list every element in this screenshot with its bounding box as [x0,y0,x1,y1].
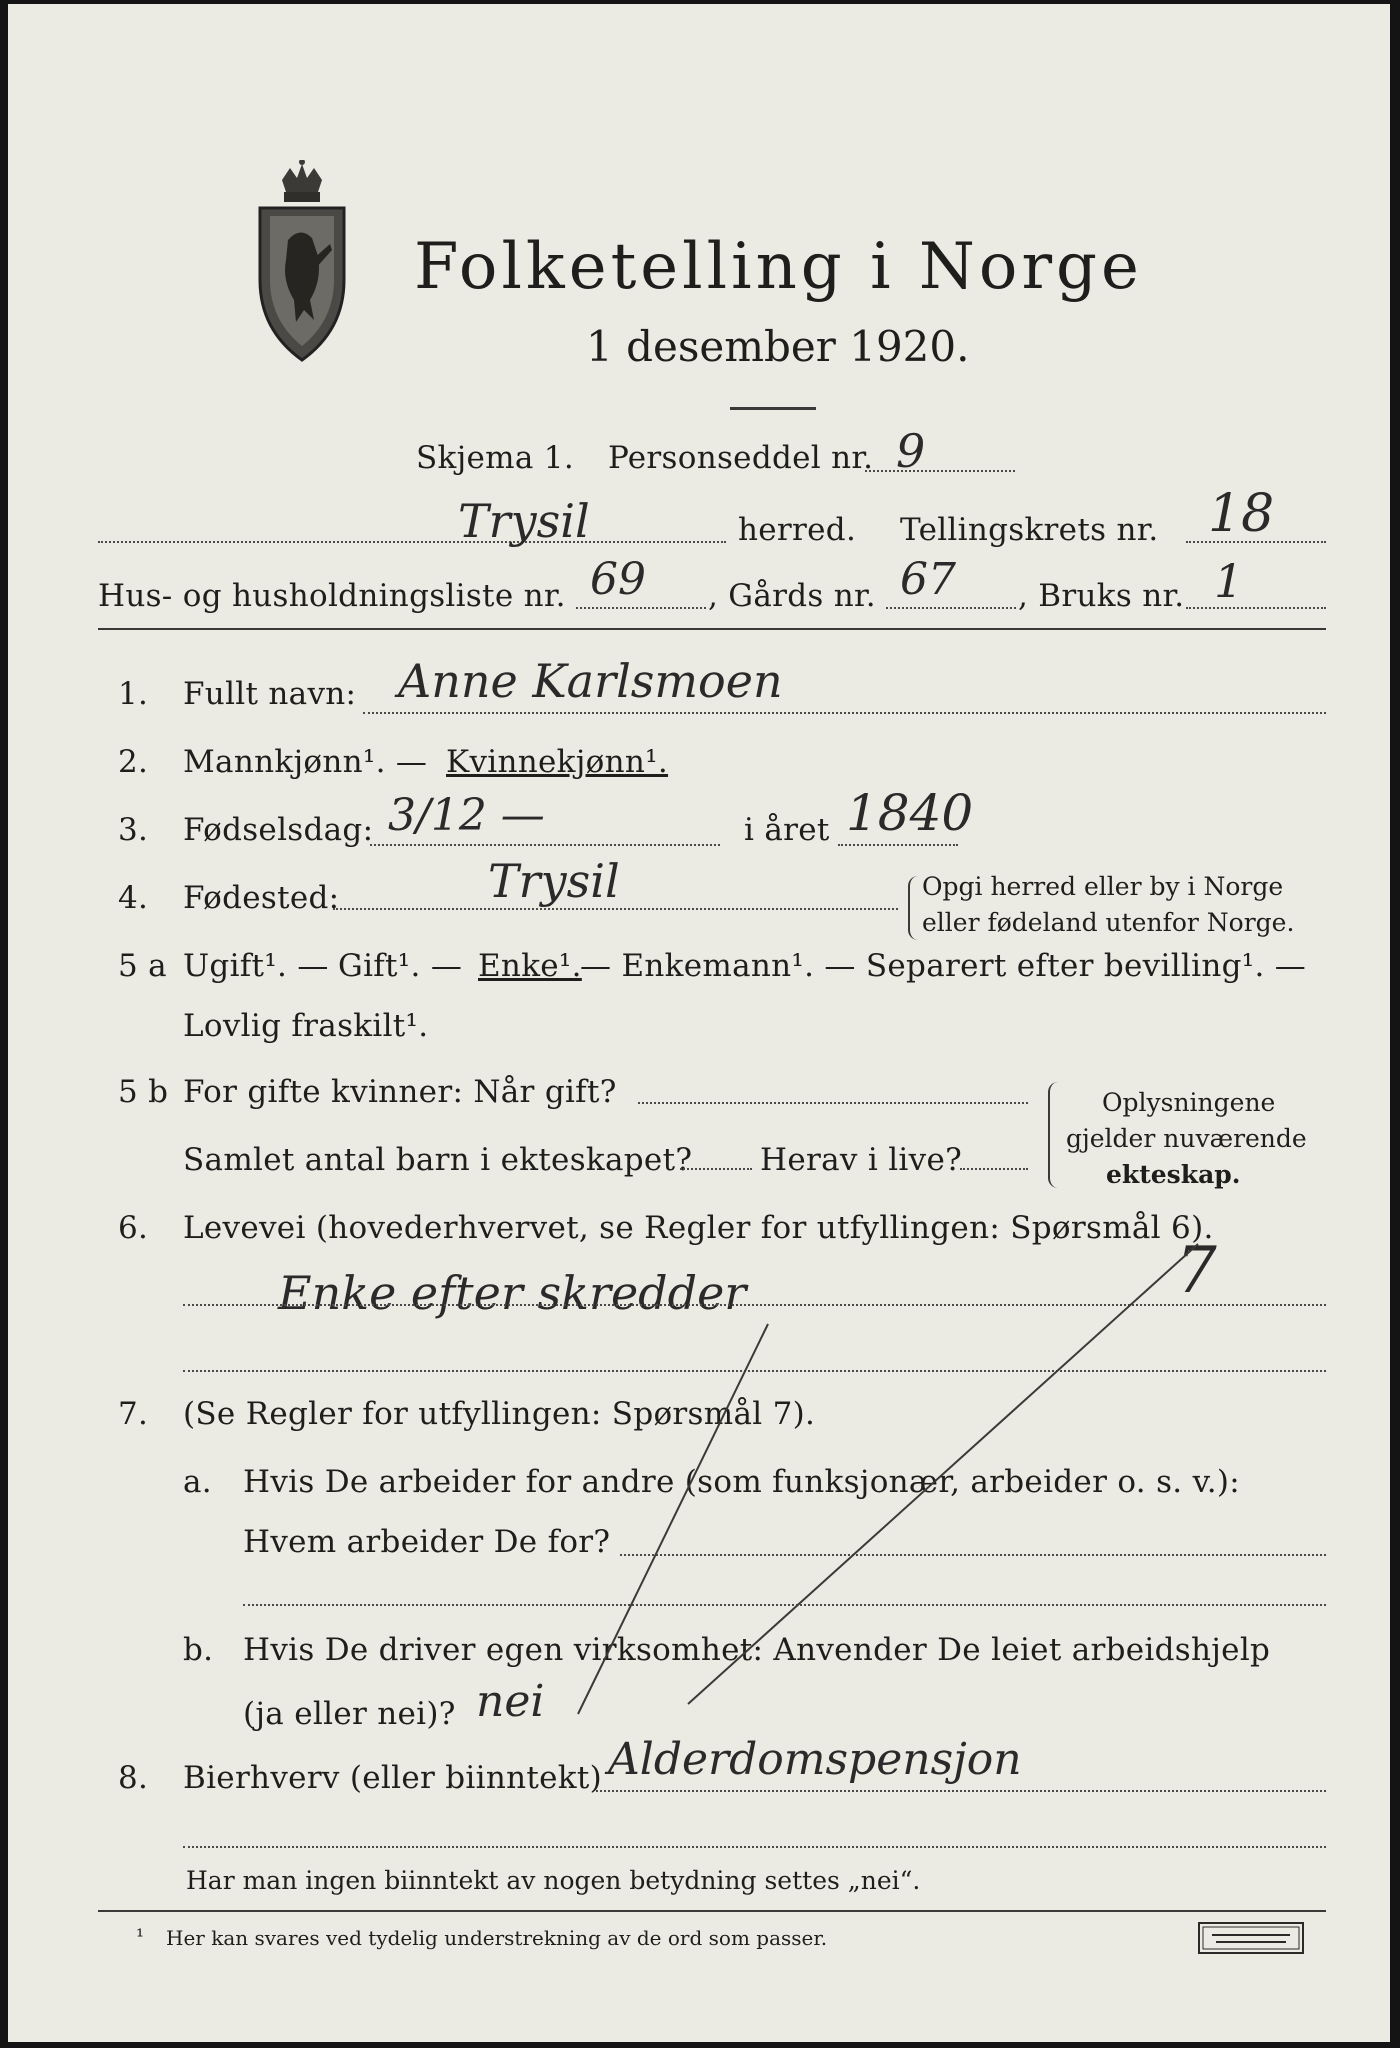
q1-field-line [363,712,1326,714]
herred-value: Trysil [458,494,590,548]
q3-year-field-line [838,844,958,846]
q3-number: 3. [118,812,149,848]
q5a-gift: Gift¹. — [338,948,463,984]
q5a-ugift: Ugift¹. — [183,948,329,984]
skjema-label: Skjema 1. [416,440,574,476]
hus-label: Hus- og husholdningsliste nr. [98,578,566,614]
q7a-number: a. [183,1464,212,1500]
q5b-note-line3: ekteskap. [1106,1160,1241,1189]
q8-number: 8. [118,1760,149,1796]
q7a-label2: Hvem arbeider De for? [243,1524,611,1560]
q1-label: Fullt navn: [183,676,357,712]
q4-note-line1: Opgi herred eller by i Norge [922,872,1284,901]
q7b-answer: nei [476,1676,545,1727]
q5b-antal-barn-label: Samlet antal barn i ekteskapet? [183,1142,693,1178]
q5b-note-line2: gjelder nuværende [1066,1124,1307,1153]
q4-note-brace [908,876,918,940]
cross-out-strokes [548,1234,1248,1734]
q5b-number: 5 b [118,1074,169,1110]
printer-stamp-icon [1198,1922,1304,1954]
q5b-note-line1: Oplysningene [1102,1088,1276,1117]
q3-day-field-line [370,844,720,846]
gards-label: , Gårds nr. [708,578,876,614]
q7-number: 7. [118,1396,149,1432]
q7a-label: Hvis De arbeider for andre (som funksjonær, arbeider o. s. v.): [243,1464,1241,1500]
q5a-other-options: — Enkemann¹. — Separert efter bevilling¹. — [580,948,1307,984]
q7b-label: Hvis De driver egen virksomhet: Anvender De leiet arbeidshjelp [243,1632,1271,1668]
q5a-lovlig-fraskilt: Lovlig fraskilt¹. [183,1008,429,1044]
footnote-marker: ¹ [136,1924,145,1948]
tellingskrets-label: Tellingskrets nr. [900,512,1159,548]
footnote-text: Her kan svares ved tydelig understrekning av de ord som passer. [166,1926,828,1950]
q7b-number: b. [183,1632,214,1668]
q2-number: 2. [118,744,149,780]
q5b-antal-barn-field-line [680,1168,752,1170]
coat-of-arms-icon [252,160,352,365]
q3-label: Fødselsdag: [183,812,374,848]
hus-field-line [576,607,706,609]
q2-kvinnekjonn-underlined: Kvinnekjønn¹. [446,744,669,780]
bruks-value: 1 [1214,554,1244,608]
bruks-label: , Bruks nr. [1018,578,1185,614]
footer-note: Har man ingen biinntekt av nogen betydning settes „nei“. [186,1866,921,1895]
q7-label: (Se Regler for utfyllingen: Spørsmål 7). [183,1396,816,1432]
q6-number: 6. [118,1210,149,1246]
q1-number: 1. [118,676,149,712]
form-title: Folketelling i Norge [414,230,1143,304]
personseddel-field-line [865,470,1015,472]
q6-label: Levevei (hovederhvervet, se Regler for utfyllingen: Spørsmål 6). [183,1210,1214,1246]
hus-value: 69 [590,554,646,605]
q4-label: Fødested: [183,880,340,916]
q4-number: 4. [118,880,149,916]
q4-birthplace: Trysil [488,854,620,908]
personseddel-label: Personseddel nr. [608,440,874,476]
q8-field-line-1 [596,1790,1326,1792]
q7b-label2: (ja eller nei)? [243,1696,456,1732]
q6-occupation: Enke efter skredder [278,1266,747,1320]
q1-full-name: Anne Karlsmoen [398,654,783,708]
q8-side-income: Alderdomspensjon [608,1734,1022,1785]
tellingskrets-value: 18 [1208,484,1275,544]
q3-year-label: i året [744,812,830,848]
bruks-field-line [1186,607,1326,609]
personseddel-value: 9 [896,424,926,478]
q3-birth-year: 1840 [846,784,974,842]
q5b-herav-field-line [960,1168,1028,1170]
gards-field-line [886,607,1016,609]
header-divider [98,628,1326,630]
q8-label: Bierhverv (eller biinntekt) [183,1760,603,1796]
q5b-note-brace [1048,1082,1060,1188]
q2-mannkjonn: Mannkjønn¹. — [183,744,428,780]
census-form-page [8,4,1390,2042]
q5a-enke-underlined: Enke¹. [478,948,582,984]
herred-field-line [98,541,726,543]
q6-check-mark: 7 [1176,1234,1217,1308]
gards-value: 67 [900,554,956,605]
census-date: 1 desember 1920. [586,322,970,371]
herred-label: herred. [738,512,857,548]
q5a-number: 5 a [118,948,167,984]
q4-note-line2: eller fødeland utenfor Norge. [922,908,1295,937]
q5b-nar-gift-field-line [638,1102,1028,1104]
q5b-herav-label: Herav i live? [760,1142,963,1178]
q3-birthdate: 3/12 — [388,790,545,841]
q5b-nar-gift-label: For gifte kvinner: Når gift? [183,1074,617,1110]
q8-field-line-2 [183,1846,1326,1848]
q4-field-line [333,908,898,910]
footer-divider [98,1910,1326,1912]
title-divider [730,407,816,410]
